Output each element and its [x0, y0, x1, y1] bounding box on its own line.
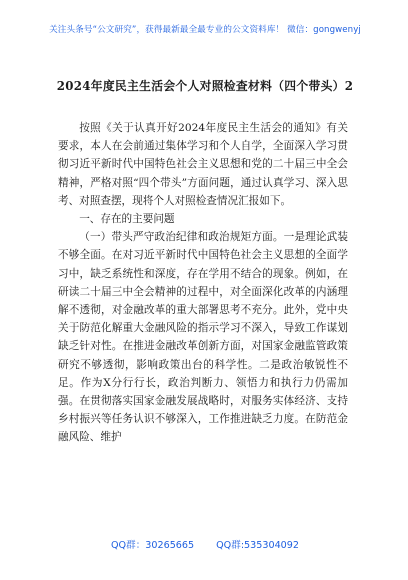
body-paragraph: （一）带头严守政治纪律和政治规矩方面。一是理论武装不够全面。在对习近平新时代中国特色社会主义思想的全面学习中，缺乏系统性和深度，存在学用不结合的现象。例如，在研读二十届三中全会精神的过程中，对全面深化改革的内涵理解不透彻，对金融改革的重大部署思考不充分。此外，党中央关于防范化解重大金融风险的指示学习不深入，导致工作谋划缺乏针对性。在推进金融改革创新方面，对国家金融监管政策研究不够透彻，影响政策出台的科学性。二是政治敏锐性不足。作为X分行行长，政治判断力、领悟力和执行力仍需加强。在贯彻落实国家金融发展战略时，对服务实体经济、支持乡村振兴等任务认识不够深入，工作推进缺乏力度。在防范金融风险、维护 [58, 231, 348, 444]
document-body [58, 119, 348, 447]
intro-paragraph: 按照《关于认真开好2024年度民主生活会的通知》有关要求，本人在会前通过集体学习和个人自学，全面深入学习贯彻习近平新时代中国特色社会主义思想和党的二十届三中全会精神，严格对照“四个带头”方面问题，通过认真学习、深入思考、对照查摆，现将个人对照检查情况汇报如下。 [58, 122, 348, 207]
footer-qq-group-2: QQ群:535304092 [216, 540, 299, 551]
footer-qq-group-1: QQ群：30265665 [111, 540, 195, 551]
document-title: 2024年度民主生活会个人对照检查材料（四个带头）2 [56, 79, 354, 93]
footer-contact [40, 537, 370, 551]
section-heading: 一、存在的主要问题 [79, 213, 175, 226]
header-banner: 关注头条号“公文研究”，获得最新最全最专业的公文资料库！ 微信：gongwenyj [49, 25, 361, 35]
